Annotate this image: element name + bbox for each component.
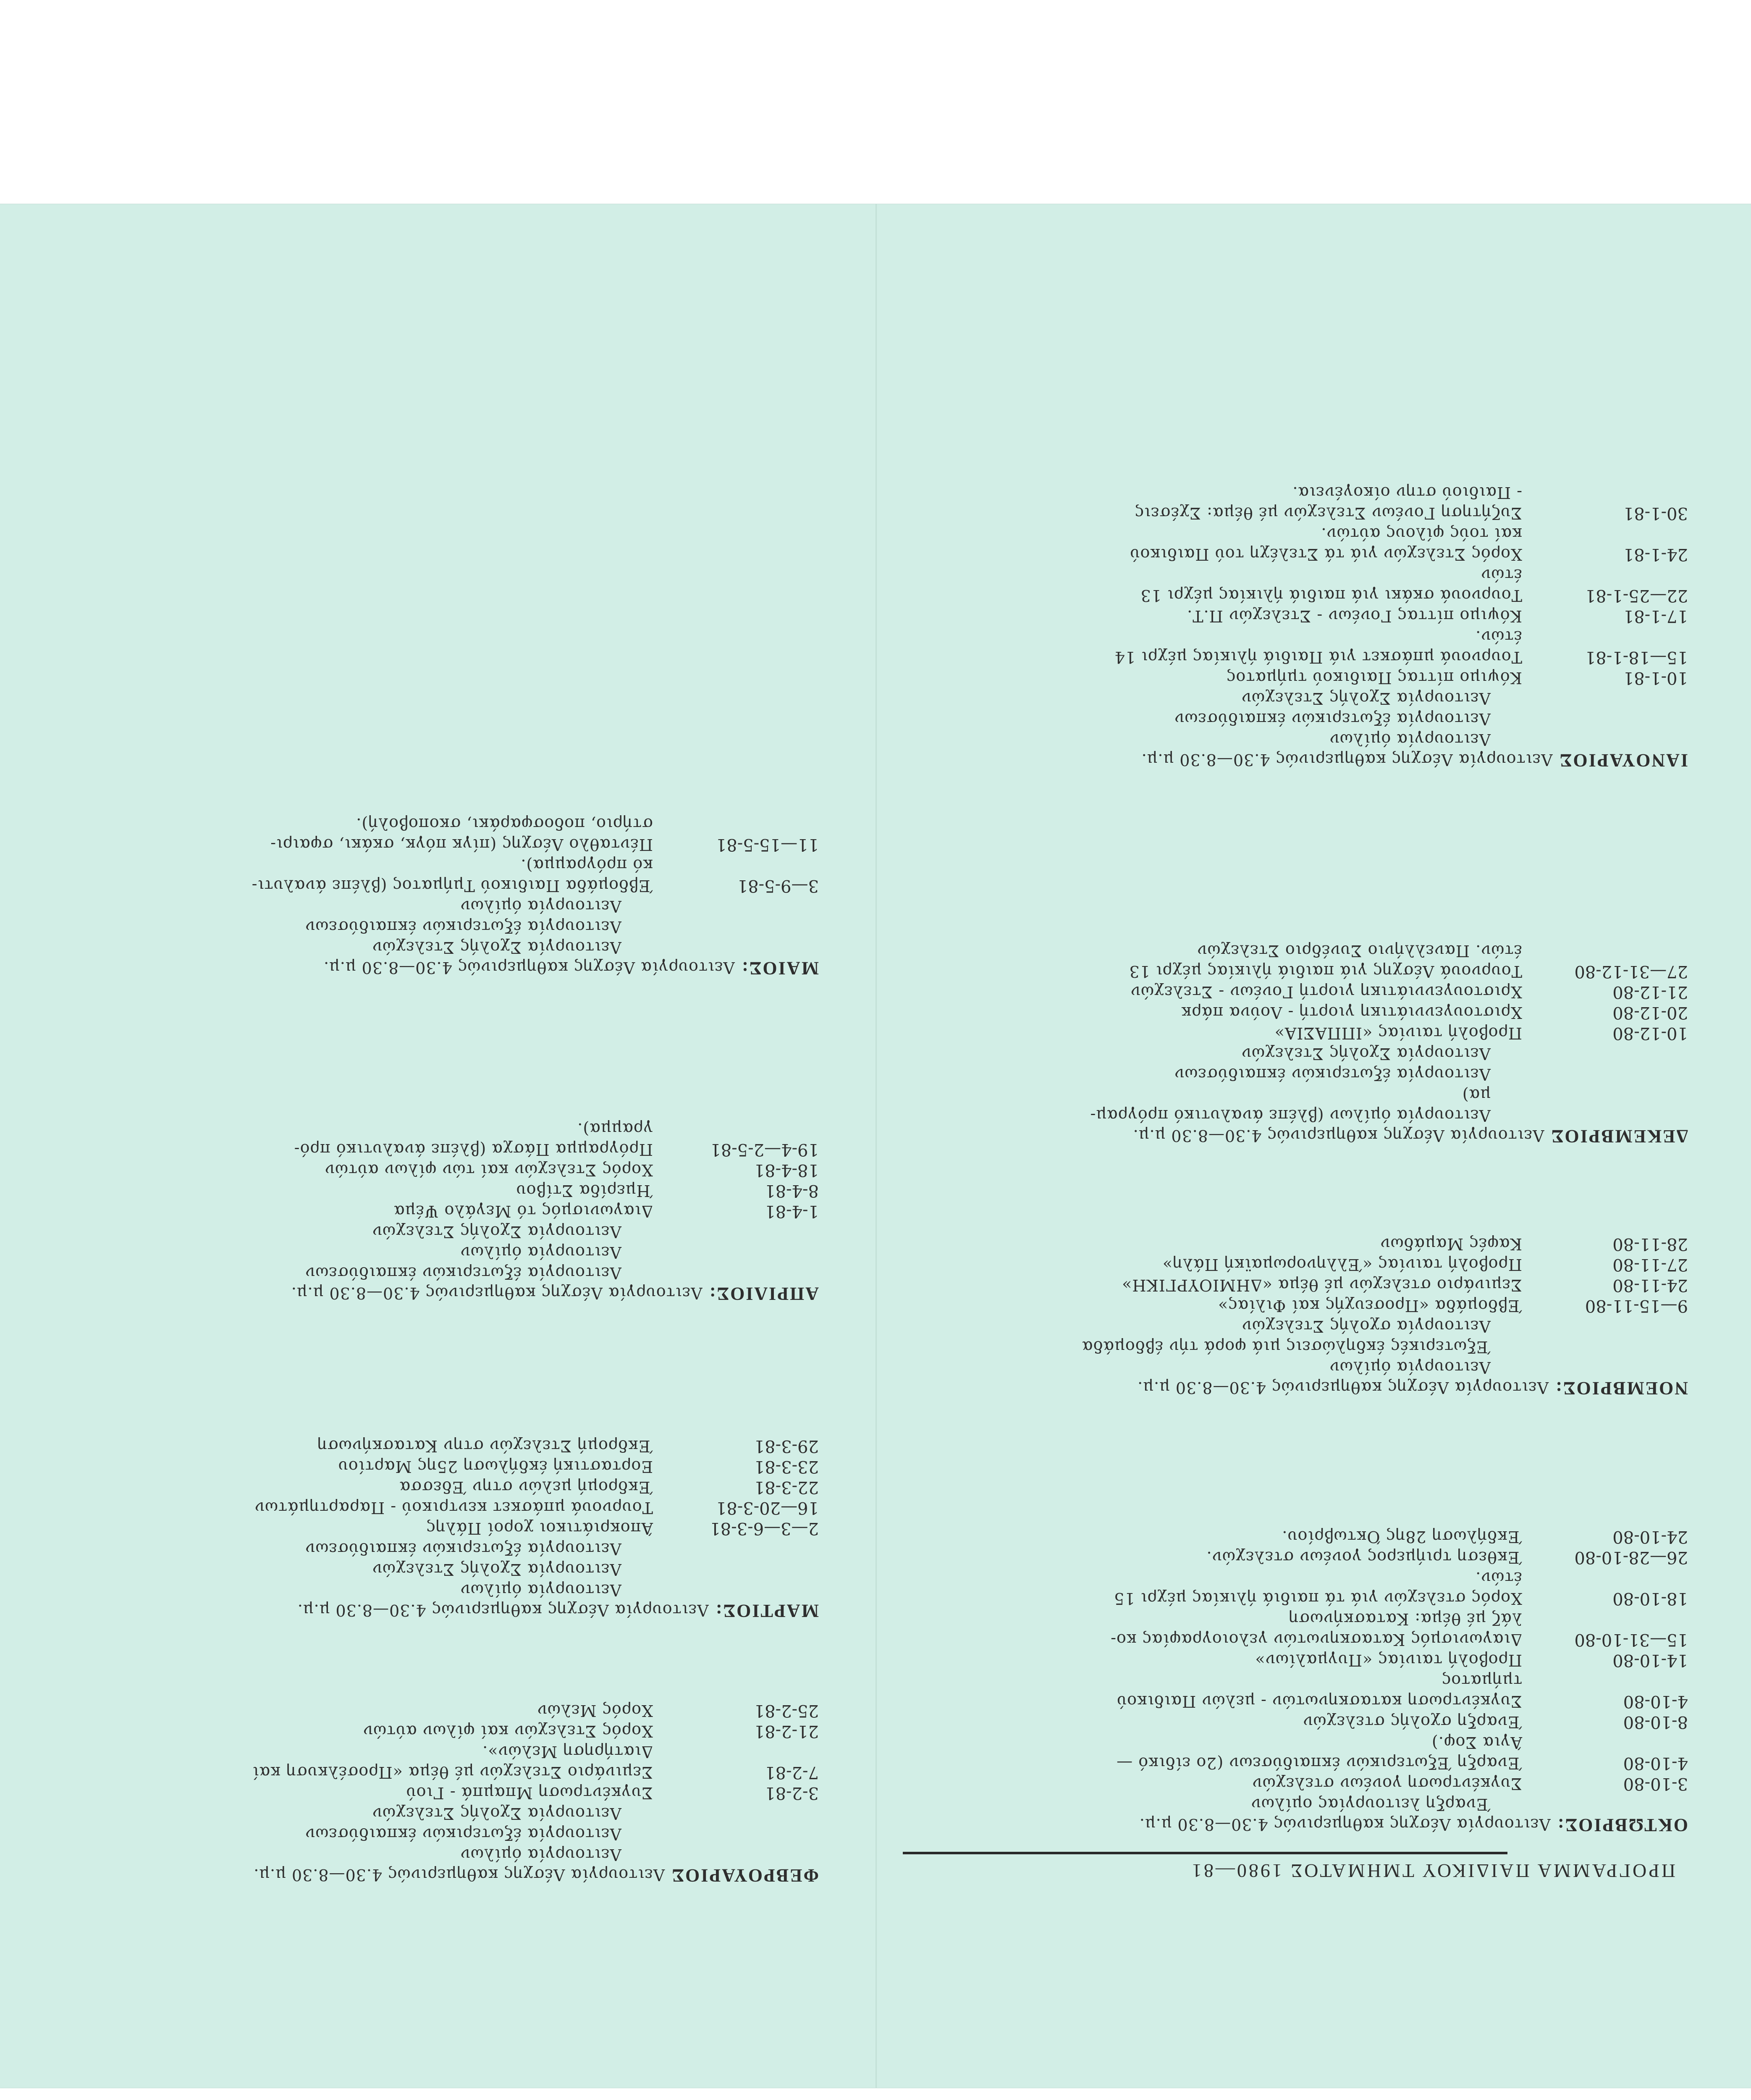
section-january: [903, 482, 1688, 771]
schedule-entry: [903, 1295, 1688, 1316]
schedule-entry: [903, 1712, 1688, 1732]
title-underline: [903, 1852, 1507, 1854]
activity-line: Λειτουργία έξωτερικών έκπαιδύσεων: [305, 1540, 621, 1558]
club-hours: Λειτουργία Λέσχης καθημερινώς 4.30—8.30 μ.μ.: [291, 1284, 702, 1302]
entry-description-line: Προβολή ταινίας «ΙΠΠΑΣΙΑ»: [1274, 1024, 1522, 1042]
section-march: [34, 1436, 819, 1622]
schedule-entry: [34, 1118, 819, 1160]
entry-date: 3-10-80: [1623, 1774, 1688, 1793]
activity-line: Λειτουργία όμίλων: [460, 1581, 621, 1599]
club-hours: Λειτουργία Λέσχης καθημερινώς 4.30—8.30 μ.μ.: [297, 1601, 709, 1620]
entry-description: [903, 1295, 1522, 1316]
entry-description: [903, 523, 1522, 564]
club-hours: Λειτουργία Λέσχης καθημερινώς 4.30—8.30 μ.μ.: [1132, 1126, 1544, 1145]
entry-description-line: κό πρόγραμμα).: [520, 856, 653, 874]
entry-description-line: Έβδομάδα Παιδικού Τμήματος (βλέπε άναλυτι-: [251, 877, 653, 895]
activity-line: Λειτουργία όμίλων: [1329, 730, 1491, 749]
entry-description-line: Προβολή ταινίας «Έλληνορωμαϊκή Πάλη»: [1162, 1255, 1522, 1274]
entry-description-line: Τουρνουά Λέσχης γιά παιδιά ήλικίας μέχρι 13: [1129, 962, 1522, 981]
entry-description-line: Έκδρομή μελών στην Έδεσσα: [399, 1478, 653, 1496]
entry-description: [903, 1609, 1522, 1650]
section-may: [34, 814, 819, 979]
activity-line: Λειτουργία έξωτερικών έκπαιδύσεων: [1174, 710, 1491, 728]
entry-description-line: Διαγωνισμός Κατασκηνωτών γελοιογραφίας κο-: [1110, 1630, 1522, 1649]
entry-date: 3—9-5-81: [737, 876, 819, 895]
activity-line: Λειτουργία Σχολής Στελεχών: [1241, 689, 1491, 708]
month-name: ΙΑΝΟΥΑΡΙΟΣ: [1558, 750, 1688, 771]
entry-description: [34, 1700, 653, 1721]
schedule-entry: [34, 855, 819, 896]
entry-description-line: Σεμινάριο Στελεχών μέ θέμα «Προσέλκυση καί: [252, 1763, 653, 1782]
month-name: ΔΕΚΕΜΒΡΙΟΣ: [1550, 1126, 1688, 1147]
entry-description-line: Πένταθλο Λέσχης (πίγκ πόγκ, σκάκι, σφαιρι-: [270, 835, 653, 854]
entry-date: 24-11-80: [1612, 1276, 1688, 1295]
entry-date: 28-11-80: [1612, 1234, 1688, 1254]
entry-description: [903, 1650, 1522, 1670]
program-title: ΠΡΟΓΡΑΜΜΑ ΠΑΙΔΙΚΟΥ ΤΜΗΜΑΤΟΣ 1980—81: [1190, 1860, 1675, 1882]
month-header: [903, 1126, 1688, 1147]
entry-date: 22—25-1-81: [1585, 586, 1688, 605]
section-april: [34, 1118, 819, 1305]
month-header: [34, 1600, 819, 1622]
schedule-entry: [903, 940, 1688, 982]
entry-description-line: Άποκριάτικοι χοροί Πάλης: [426, 1519, 653, 1538]
entry-date: 8-10-80: [1623, 1712, 1688, 1732]
activity-line: Έναρξη λειτουργίας ομίλων: [1250, 1795, 1491, 1814]
entry-date: 26—28-10-80: [1574, 1548, 1688, 1567]
entry-description-line: Σεμινάριο στελεχών μέ θέμα «ΔΗΜΙΟΥΡΓΙΚΗ»: [1122, 1276, 1522, 1294]
club-hours: Λειτουργία Λέσχης καθημερινώς 4.30—8.30 μ.μ.: [1137, 1378, 1549, 1397]
club-hours: Λειτουργία Λέσχης καθημερινώς 4.30—8.30 μ.μ.: [1139, 1815, 1551, 1834]
schedule-entry: [34, 1497, 819, 1518]
schedule-entry: [903, 1547, 1688, 1567]
activity-line: Λειτουργία Σχολής Στελεχών: [372, 938, 621, 957]
entry-description-line: Χορός Στελεχών καί φίλων αύτών: [362, 1722, 653, 1740]
activity-line: Λειτουργία έξωτερικών έκπαιδύσεων: [1174, 1065, 1491, 1084]
entry-description-line: τμήματος: [1441, 1672, 1522, 1690]
schedule-entry: [903, 1023, 1688, 1043]
activity-line: Λειτουργία όμίλων (βλέπε άναλυτικό πρόγραμ-: [1090, 1106, 1491, 1125]
entry-date: 19-4—2-5-81: [710, 1140, 819, 1159]
entry-description: [903, 1732, 1522, 1773]
schedule-entry: [34, 1518, 819, 1538]
entry-description-line: Χορός Στελεχών καί τών φίλων αύτών: [324, 1161, 653, 1179]
activity-line: Λειτουργία όμίλων: [1329, 1358, 1491, 1377]
entry-description-line: λάζ μέ θέμα: Κατασκήνωση: [1288, 1610, 1522, 1628]
entry-description-line: Χορός στελεχών γιά τά παιδιά ήλικίας μέχρι 15: [1114, 1589, 1522, 1608]
entry-description-line: Κόψιμο πίττας Παιδικού τμήματος: [1226, 669, 1522, 687]
entry-date: 3-2-81: [765, 1783, 819, 1803]
entry-date: 4-10-80: [1623, 1754, 1688, 1773]
entry-date: 24-1-81: [1623, 545, 1688, 564]
schedule-entry: [34, 1700, 819, 1721]
schedule-entry: [903, 1732, 1688, 1773]
entry-description: [903, 982, 1522, 1002]
entry-description: [903, 482, 1522, 523]
entry-description-line: Κόψιμο πίττας Γονέων - Στελεχών Π.Τ.: [1187, 607, 1522, 625]
schedule-entry: [34, 1721, 819, 1741]
entry-description: [903, 1275, 1522, 1295]
activity-line: μα): [1462, 1086, 1491, 1104]
month-header: [903, 1814, 1688, 1836]
schedule-entry: [34, 1436, 819, 1456]
club-hours: Λειτουργία Λέσχης καθημερινώς 4.30—8.30 μ.μ.: [1141, 751, 1553, 769]
entry-description: [34, 1118, 653, 1160]
page-october-january: [890, 204, 1726, 2088]
activity-line: Λειτουργία όμίλων: [460, 1243, 621, 1262]
month-name: ΜΑΙΟΣ:: [740, 958, 819, 979]
entry-date: 11—15-5-81: [716, 835, 819, 854]
entry-date: 27-11-80: [1612, 1255, 1688, 1274]
activity-line: Λειτουργία σχολής Στελεχών: [1241, 1317, 1491, 1336]
entry-description: [903, 1712, 1522, 1732]
entry-date: 14-10-80: [1612, 1651, 1688, 1670]
entry-date: 16—20-3-81: [716, 1498, 819, 1517]
entry-date: 9—15-11-80: [1585, 1296, 1688, 1315]
entry-description: [903, 1254, 1522, 1275]
activity-line: Λειτουργία Σχολής Στελεχών: [372, 1223, 621, 1241]
month-header: [903, 1378, 1688, 1399]
entry-description-line: έτών.: [1475, 1569, 1522, 1587]
schedule-entry: [903, 667, 1688, 688]
entry-date: 10-12-80: [1612, 1024, 1688, 1043]
entry-description: [903, 1526, 1522, 1547]
activity-line: Λειτουργία Σχολής Στελεχών: [1241, 1045, 1491, 1063]
entry-description-line: Συζήτηση Γονέων Στελεχών μέ θέμα: Σχέσεις: [1134, 504, 1522, 522]
entry-description: [903, 606, 1522, 626]
page-february-may: [21, 204, 857, 2088]
entry-date: 23-3-81: [754, 1457, 819, 1476]
entry-date: 21-12-80: [1612, 982, 1688, 1002]
entry-description-line: Προβολή ταινίας «Πυγμαλίων»: [1255, 1651, 1522, 1670]
month-header: [34, 958, 819, 979]
entry-description-line: έτών: [1481, 566, 1522, 584]
entry-description: [34, 1497, 653, 1518]
month-name: ΜΑΡΤΙΟΣ:: [714, 1601, 819, 1621]
entry-date: 8-4-81: [765, 1181, 819, 1200]
entry-description-line: Συγκέντρωση κατασκηνωτών - μελών Παιδικού: [1117, 1692, 1522, 1711]
entry-date: 18-10-80: [1612, 1589, 1688, 1608]
entry-description: [34, 1180, 653, 1201]
schedule-entry: [34, 1477, 819, 1497]
section-december: [903, 940, 1688, 1147]
rotated-content: [0, 204, 1751, 2088]
entry-description: [903, 1002, 1522, 1023]
paper-sheet: [0, 204, 1751, 2088]
entry-description: [903, 1023, 1522, 1043]
schedule-entry: [903, 482, 1688, 523]
schedule-entry: [34, 1741, 819, 1782]
club-hours: Λειτουργία Λέσχης καθημερινώς 4.30—8.30 μ.μ.: [253, 1866, 665, 1884]
schedule-entry: [903, 626, 1688, 667]
month-name: ΝΟΕΜΒΡΙΟΣ:: [1554, 1378, 1688, 1399]
entry-description-line: Τουρνουά μπάσκετ κεντρικού - Παραρτημάτων: [254, 1499, 653, 1517]
entry-date: 29-3-81: [754, 1436, 819, 1456]
entry-date: 27—31-12-80: [1574, 962, 1688, 981]
schedule-entry: [903, 1567, 1688, 1609]
schedule-entry: [34, 1160, 819, 1180]
entry-date: 18-4-81: [754, 1160, 819, 1180]
month-name: ΦΕΒΡΟΥΑΡΙΟΣ: [671, 1865, 819, 1886]
entry-description: [34, 855, 653, 896]
entry-description-line: Άγια Σοφ.): [1431, 1733, 1522, 1752]
entry-date: 15—31-10-80: [1574, 1630, 1688, 1649]
schedule-entry: [34, 1180, 819, 1201]
entry-description: [903, 1670, 1522, 1712]
entry-description: [34, 1477, 653, 1497]
entry-description: [903, 940, 1522, 982]
entry-description: [903, 1234, 1522, 1254]
activity-line: Λειτουργία όμίλων: [460, 1845, 621, 1864]
entry-description: [903, 1547, 1522, 1567]
schedule-entry: [34, 1201, 819, 1221]
month-header: [34, 1865, 819, 1886]
entry-description-line: Συγκέντρωση γονέων στελεχών: [1252, 1774, 1522, 1793]
entry-description-line: Καφές Μαμάδων: [1380, 1235, 1522, 1253]
schedule-entry: [903, 1670, 1688, 1712]
entry-description: [34, 814, 653, 855]
entry-description: [34, 1436, 653, 1456]
schedule-entry: [903, 982, 1688, 1002]
activity-line: Λειτουργία όμίλων: [460, 897, 621, 916]
entry-description: [34, 1456, 653, 1477]
entry-description-line: Χορός Στελεχών γιά τά Στελέχη τού Παιδικού: [1130, 545, 1522, 564]
entry-description-line: Εορταστική έκδήλωση 25ης Μαρτίου: [338, 1457, 653, 1476]
entry-date: 20-12-80: [1612, 1003, 1688, 1022]
entry-date: 15—18-1-81: [1585, 648, 1688, 667]
schedule-entry: [903, 523, 1688, 564]
entry-description-line: Διατήρηση Μελών».: [482, 1743, 653, 1761]
schedule-entry: [34, 1456, 819, 1477]
entry-description-line: έτών. Πανελλήνιο Συνέδριο Στελεχών: [1197, 942, 1522, 960]
activity-line: Λειτουργία Σχολής Στελεχών: [372, 1560, 621, 1579]
entry-description-line: Έκδήλωση 28ης Όκτωβρίου.: [1282, 1528, 1522, 1546]
entry-description: [34, 1741, 653, 1782]
entry-description-line: Χριστουγεννιάτικη γιορτή Γονέων - Στελεχών: [1130, 983, 1522, 1001]
entry-date: 17-1-81: [1623, 606, 1688, 626]
month-header: [903, 750, 1688, 771]
activity-line: Λειτουργία έξωτερικών έκπαιδύσεων: [305, 1264, 621, 1282]
entry-description-line: Τουρνουά σκάκι γιά παιδιά ήλικίας μέχρι 13: [1140, 586, 1522, 605]
entry-description-line: Συγκέντρωση Μπαμπά - Γιού: [406, 1784, 653, 1802]
entry-date: 7-2-81: [765, 1763, 819, 1782]
entry-description-line: Έκδρομή Στελεχών στην Κατασκήνωση: [317, 1437, 653, 1455]
schedule-entry: [34, 814, 819, 855]
schedule-entry: [34, 1782, 819, 1803]
activity-line: Λειτουργία Σχολής Στελεχών: [372, 1804, 621, 1823]
entry-date: 1-4-81: [765, 1202, 819, 1221]
schedule-entry: [903, 564, 1688, 606]
schedule-entry: [903, 1609, 1688, 1650]
entry-description-line: - Παιδιού στην οίκογένεια.: [1292, 483, 1522, 502]
activity-line: Έξωτερικές έκδηλώσεις μιά φορά τήν έβδομάδα: [1081, 1338, 1491, 1356]
entry-date: 30-1-81: [1623, 504, 1688, 523]
entry-description-line: Έναρξη Έξωτερικών έκπαιδύσεων (2ο είδικό —: [1116, 1754, 1522, 1772]
entry-date: 22-3-81: [754, 1478, 819, 1497]
entry-description: [903, 1567, 1522, 1609]
entry-date: 4-10-80: [1623, 1692, 1688, 1711]
entry-description-line: Χορός Μελών: [537, 1701, 653, 1720]
schedule-entry: [903, 1773, 1688, 1794]
entry-description: [903, 1773, 1522, 1794]
entry-description-line: Ήμερίδα Στίβου: [516, 1181, 653, 1200]
entry-description: [34, 1721, 653, 1741]
month-header: [34, 1283, 819, 1305]
schedule-entry: [903, 1650, 1688, 1670]
entry-description-line: Τουρνουά μπάσκετ γιά Παιδιά ήλικίας μέχρι 14: [1114, 648, 1522, 667]
entry-date: 24-10-80: [1612, 1527, 1688, 1546]
entry-description: [34, 1160, 653, 1180]
entry-description: [903, 564, 1522, 606]
entry-description-line: έτών.: [1475, 627, 1522, 646]
activity-line: Λειτουργία έξωτερικών έκπαιδύσεων: [305, 918, 621, 936]
entry-date: 10-1-81: [1623, 668, 1688, 688]
entry-description-line: γραμμα).: [577, 1120, 653, 1138]
entry-description-line: Διαγωνισμός τό Μεγάλο Ψέμα: [393, 1202, 653, 1221]
club-hours: Λειτουργία Λέσχης καθημερινώς 4.30—8.30 μ.μ.: [323, 958, 735, 977]
entry-description-line: Έβδομάδα «Προσευχής καί Φιλίας»: [1217, 1297, 1522, 1315]
activity-line: Λειτουργία έξωτερικών έκπαιδύσεων: [305, 1825, 621, 1843]
entry-description: [903, 626, 1522, 667]
entry-description-line: καί τούς φίλους αύτών.: [1321, 525, 1522, 543]
section-october: [903, 1526, 1688, 1836]
schedule-entry: [903, 606, 1688, 626]
month-name: ΟΚΤΩΒΡΙΟΣ:: [1556, 1815, 1688, 1835]
entry-description-line: στήριο, ποδοσφαράκι, σκοποβολή).: [356, 815, 653, 833]
schedule-entry: [903, 1002, 1688, 1023]
schedule-entry: [903, 1234, 1688, 1254]
entry-description-line: Έναρξη σχολής στελεχών: [1303, 1713, 1522, 1731]
entry-description-line: Έκθεση τριήμερος γονέων στελεχών.: [1206, 1548, 1522, 1567]
entry-description: [903, 667, 1522, 688]
entry-description: [34, 1782, 653, 1803]
month-name: ΑΠΡΙΛΙΟΣ:: [708, 1284, 819, 1304]
entry-description-line: Πρόγραμμα Πάσχα (βλέπε άναλυτικό πρό-: [294, 1140, 653, 1159]
schedule-entry: [903, 1275, 1688, 1295]
section-february: [34, 1700, 819, 1886]
entry-date: 2—3—6-3-81: [710, 1519, 819, 1538]
schedule-entry: [903, 1254, 1688, 1275]
section-november: [903, 1234, 1688, 1399]
entry-date: 25-2-81: [754, 1701, 819, 1720]
entry-description: [34, 1518, 653, 1538]
entry-date: 21-2-81: [754, 1722, 819, 1741]
schedule-entry: [903, 1526, 1688, 1547]
entry-description: [34, 1201, 653, 1221]
entry-description-line: Χριστουγεννιάτικη γιορτή - Λούνα πάρκ: [1181, 1003, 1522, 1022]
